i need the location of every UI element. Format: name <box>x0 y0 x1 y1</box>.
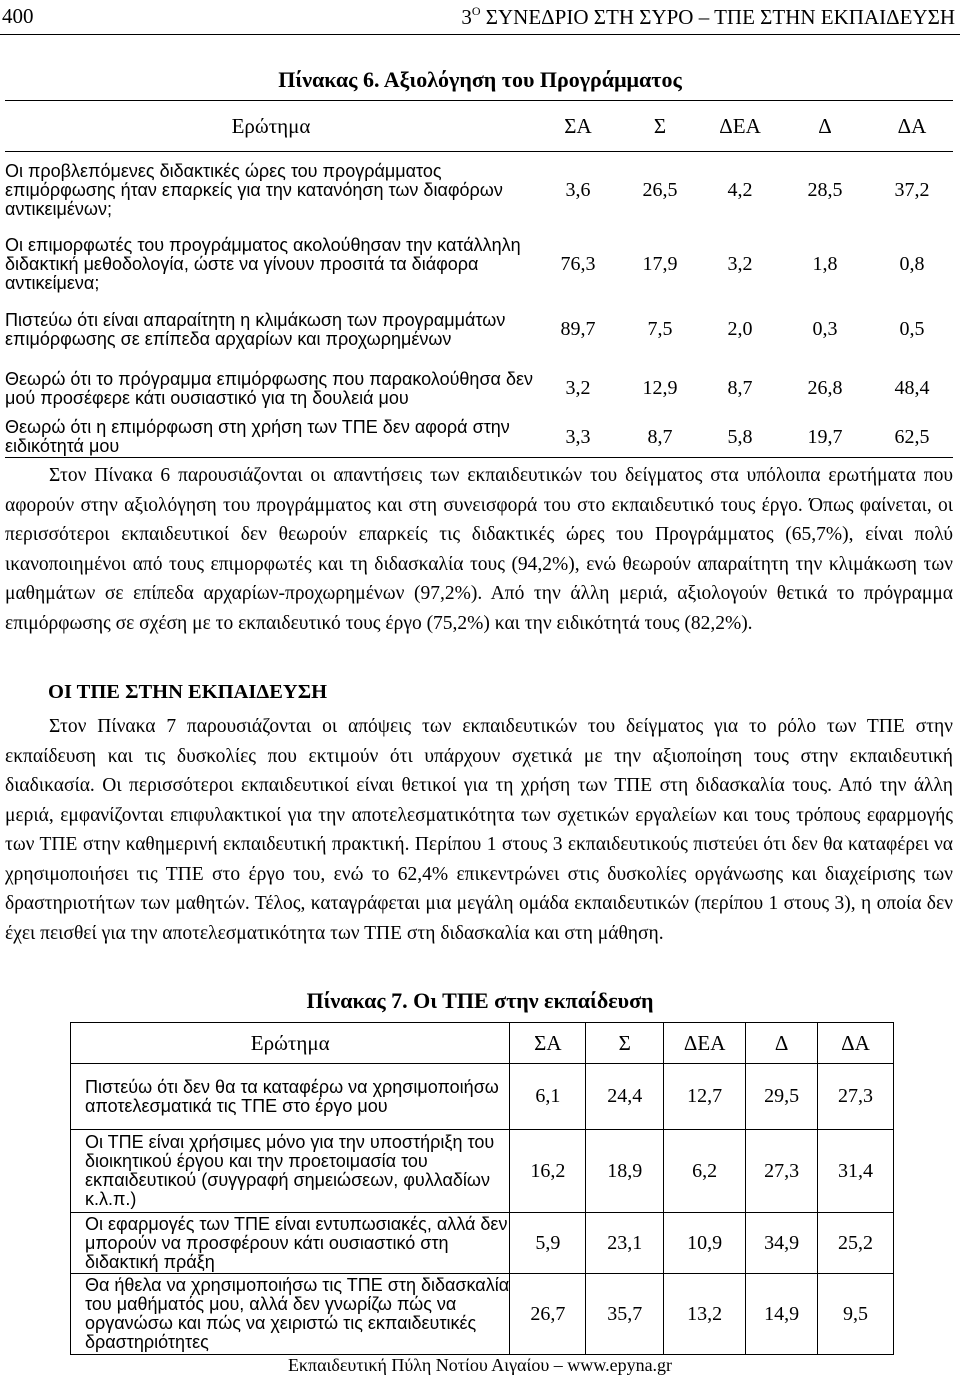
value-cell: 29,5 <box>746 1064 818 1130</box>
table7-col-question: Ερώτημα <box>71 1023 510 1064</box>
value-cell: 3,3 <box>565 425 591 448</box>
table-row <box>71 1130 894 1213</box>
table7-col-d: Δ <box>746 1023 818 1064</box>
table-row <box>71 1274 894 1355</box>
question-cell: Οι προβλεπόμενες διδακτικές ώρες του προγράμματος επιμόρφωσης ήταν επαρκείς για την κατανόηση των διαφόρων αντικειμένων; <box>5 160 503 219</box>
value-cell: 76,3 <box>560 252 596 275</box>
paragraph-table7-discussion: Στον Πίνακα 7 παρουσιάζονται οι απόψεις των εκπαιδευτικών του δείγματος για το ρόλο των ΤΠΕ στην εκπαίδευση και τις δυσκολίες που εκτιμούν ότι υπάρχουν σχετικά με την αξιοποίηση τους στην εκπαιδευτική διαδικασία. Οι περισσότεροι εκπαιδευτικοί είναι θετικοί για τη χρήση των ΤΠΕ στη διδασκαλία τους. Από την άλλη μεριά, εμφανίζονται επιφυλακτικοί για την αποτελεσματικότητα των σχετικών εργαλείων και τους τρόπους εφαρμογής των ΤΠΕ στην καθημερινή εκπαιδευτική πρακτική. Περίπου 1 στους 3 εκπαιδευτικούς πιστεύει ότι δεν θα καταφέρει να χρησιμοποιήσει τις ΤΠΕ στο έργο του, ενώ το 62,4% επικεντρώνει στις δυσκολίες οργάνωσης και διαχείρισης των δραστηριοτήτων των μαθητών. Τέλος, καταγράφεται μια μεγάλη ομάδα εκπαιδευτικών (περίπου 1 στους 3), η οποία δεν έχει πεισθεί για την αποτελεσματικότητα των ΤΠΕ στη διδασκαλία και στη μάθηση. <box>5 716 953 944</box>
value-cell: 7,5 <box>647 318 673 340</box>
value-cell: 34,9 <box>746 1213 818 1274</box>
value-cell: 35,7 <box>586 1274 664 1355</box>
table-row <box>71 1064 894 1130</box>
value-cell: 62,5 <box>894 425 930 448</box>
value-cell: 2,0 <box>727 318 753 340</box>
value-cell: 1,8 <box>812 252 838 275</box>
page-header <box>0 2 960 32</box>
table7-col-dea: ΔΕΑ <box>664 1023 746 1064</box>
value-cell: 5,8 <box>727 425 753 448</box>
value-cell: 3,2 <box>727 252 753 275</box>
value-cell: 0,8 <box>899 252 925 275</box>
value-cell: 23,1 <box>586 1213 664 1274</box>
value-cell: 0,3 <box>812 318 838 340</box>
table-row <box>5 418 953 458</box>
table-row <box>5 152 953 229</box>
table6-header-row <box>5 101 953 152</box>
table7-header-row <box>71 1023 894 1064</box>
table6-col-sa: ΣΑ <box>537 101 619 152</box>
table7-caption: Πίνακας 7. Οι ΤΠΕ στην εκπαίδευση <box>306 988 654 1013</box>
value-cell: 28,5 <box>807 178 843 201</box>
running-title-ordinal: Ο <box>471 4 481 18</box>
value-cell: 19,7 <box>807 425 843 448</box>
table-7 <box>70 1022 894 1355</box>
table6-col-da: ΔΑ <box>871 101 953 152</box>
question-cell: Πιστεύω ότι δεν θα τα καταφέρω να χρησιμοποιήσω αποτελεσματικά τις ΤΠΕ στο έργο μου <box>71 1064 510 1130</box>
running-title-text: ΣΥΝΕΔΡΙΟ ΣΤΗ ΣΥΡΟ – ΤΠΕ ΣΤΗΝ ΕΚΠΑΙΔΕΥΣΗ <box>480 5 955 29</box>
value-cell: 14,9 <box>746 1274 818 1355</box>
table-row <box>71 1213 894 1274</box>
value-cell: 25,2 <box>818 1213 894 1274</box>
value-cell: 3,2 <box>565 377 591 399</box>
value-cell: 6,2 <box>664 1130 746 1213</box>
table7-col-da: ΔΑ <box>818 1023 894 1064</box>
page-number: 400 <box>2 4 34 28</box>
value-cell: 18,9 <box>586 1130 664 1213</box>
value-cell: 48,4 <box>894 377 930 399</box>
table6-col-s: Σ <box>619 101 701 152</box>
table-6 <box>5 100 953 458</box>
table7-col-sa: ΣΑ <box>510 1023 586 1064</box>
running-title <box>461 4 955 30</box>
question-cell: Πιστεύω ότι είναι απαραίτητη η κλιμάκωση των προγραμμάτων επιμόρφωσης σε επίπεδα αρχαρίων και προχωρημένων <box>5 309 506 349</box>
value-cell: 3,6 <box>565 178 591 201</box>
table6-caption: Πίνακας 6. Αξιολόγηση του Προγράμματος <box>278 67 682 92</box>
table-row <box>5 360 953 418</box>
value-cell: 27,3 <box>818 1064 894 1130</box>
question-cell: Θα ήθελα να χρησιμοποιήσω τις ΤΠΕ στη διδασκαλία του μαθήματός μου, αλλά δεν γνωρίζω πώς να οργανώσω και πώς να χειριστώ τις εκπαιδευτικές δραστηριότητες <box>71 1274 510 1355</box>
table7-col-s: Σ <box>586 1023 664 1064</box>
value-cell: 8,7 <box>647 425 673 448</box>
value-cell: 10,9 <box>664 1213 746 1274</box>
value-cell: 31,4 <box>818 1130 894 1213</box>
value-cell: 0,5 <box>899 318 925 340</box>
table-row <box>5 300 953 360</box>
value-cell: 16,2 <box>510 1130 586 1213</box>
header-rule <box>0 34 960 35</box>
question-cell: Θεωρώ ότι η επιμόρφωση στη χρήση των ΤΠΕ δεν αφορά στην ειδικότητά μου <box>5 417 510 457</box>
question-cell: Οι εφαρμογές των ΤΠΕ είναι εντυπωσιακές, αλλά δεν μπορούν να προσφέρουν κάτι ουσιαστικό στη διδακτική πράξη <box>71 1213 510 1274</box>
question-cell: Οι ΤΠΕ είναι χρήσιμες μόνο για την υποστήριξη του διοικητικού έργου και την προετοιμασία του εκπαιδευτικού (συγγραφή σημειώσεων, φυλλαδίων κ.λ.π.) <box>71 1130 510 1213</box>
question-cell: Θεωρώ ότι το πρόγραμμα επιμόρφωσης που παρακολούθησα δεν μού προσέφερε κάτι ουσιαστικό για τη δουλειά μου <box>5 368 534 408</box>
value-cell: 12,7 <box>664 1064 746 1130</box>
section-heading: ΟΙ ΤΠΕ ΣΤΗΝ ΕΚΠΑΙΔΕΥΣΗ <box>48 681 328 703</box>
value-cell: 37,2 <box>894 178 930 201</box>
value-cell: 26,7 <box>510 1274 586 1355</box>
value-cell: 26,5 <box>642 178 678 201</box>
value-cell: 5,9 <box>510 1213 586 1274</box>
value-cell: 8,7 <box>727 377 753 399</box>
value-cell: 17,9 <box>642 252 678 275</box>
value-cell: 89,7 <box>560 318 596 340</box>
value-cell: 9,5 <box>818 1274 894 1355</box>
running-title-number: 3 <box>461 5 472 29</box>
value-cell: 27,3 <box>746 1130 818 1213</box>
value-cell: 26,8 <box>807 377 843 399</box>
table6-col-question: Ερώτημα <box>5 101 537 152</box>
table6-col-d: Δ <box>779 101 871 152</box>
table6-col-dea: ΔΕΑ <box>701 101 779 152</box>
table-row <box>5 229 953 300</box>
value-cell: 13,2 <box>664 1274 746 1355</box>
paragraph-table6-discussion: Στον Πίνακα 6 παρουσιάζονται οι απαντήσεις των εκπαιδευτικών του δείγματος στα υπόλοιπα ερωτήματα που αφορούν στην αξιολόγηση του προγράμματος και στη συνεισφορά του στο εκπαιδευτικό τους έργο. Όπως φαίνεται, οι περισσότεροι εκπαιδευτικοί δεν θεωρούν επαρκείς τις διδακτικές ώρες του Προγράμματος (65,7%), είναι πολύ ικανοποιημένοι από τους επιμορφωτές και τη διδασκαλία τους (94,2%), ενώ θεωρούν απαραίτητη την κλιμάκωση των μαθημάτων σε επίπεδα αρχαρίων-προχωρημένων (97,2%). Από την άλλη μεριά, αξιολογούν θετικά το πρόγραμμα επιμόρφωσης σε σχέση με το εκπαιδευτικό τους έργο (75,2%) και την ειδικότητά τους (82,2%). <box>5 465 953 634</box>
value-cell: 24,4 <box>586 1064 664 1130</box>
value-cell: 12,9 <box>642 377 678 399</box>
question-cell: Οι επιμορφωτές του προγράμματος ακολούθησαν την κατάλληλη διδακτική μεθοδολογία, ώστε να γίνουν προσιτά τα διάφορα αντικείμενα; <box>5 234 521 293</box>
value-cell: 6,1 <box>510 1064 586 1130</box>
page-footer: Εκπαιδευτική Πύλη Νοτίου Αιγαίου – www.epyna.gr <box>287 1355 673 1375</box>
value-cell: 4,2 <box>727 178 753 201</box>
